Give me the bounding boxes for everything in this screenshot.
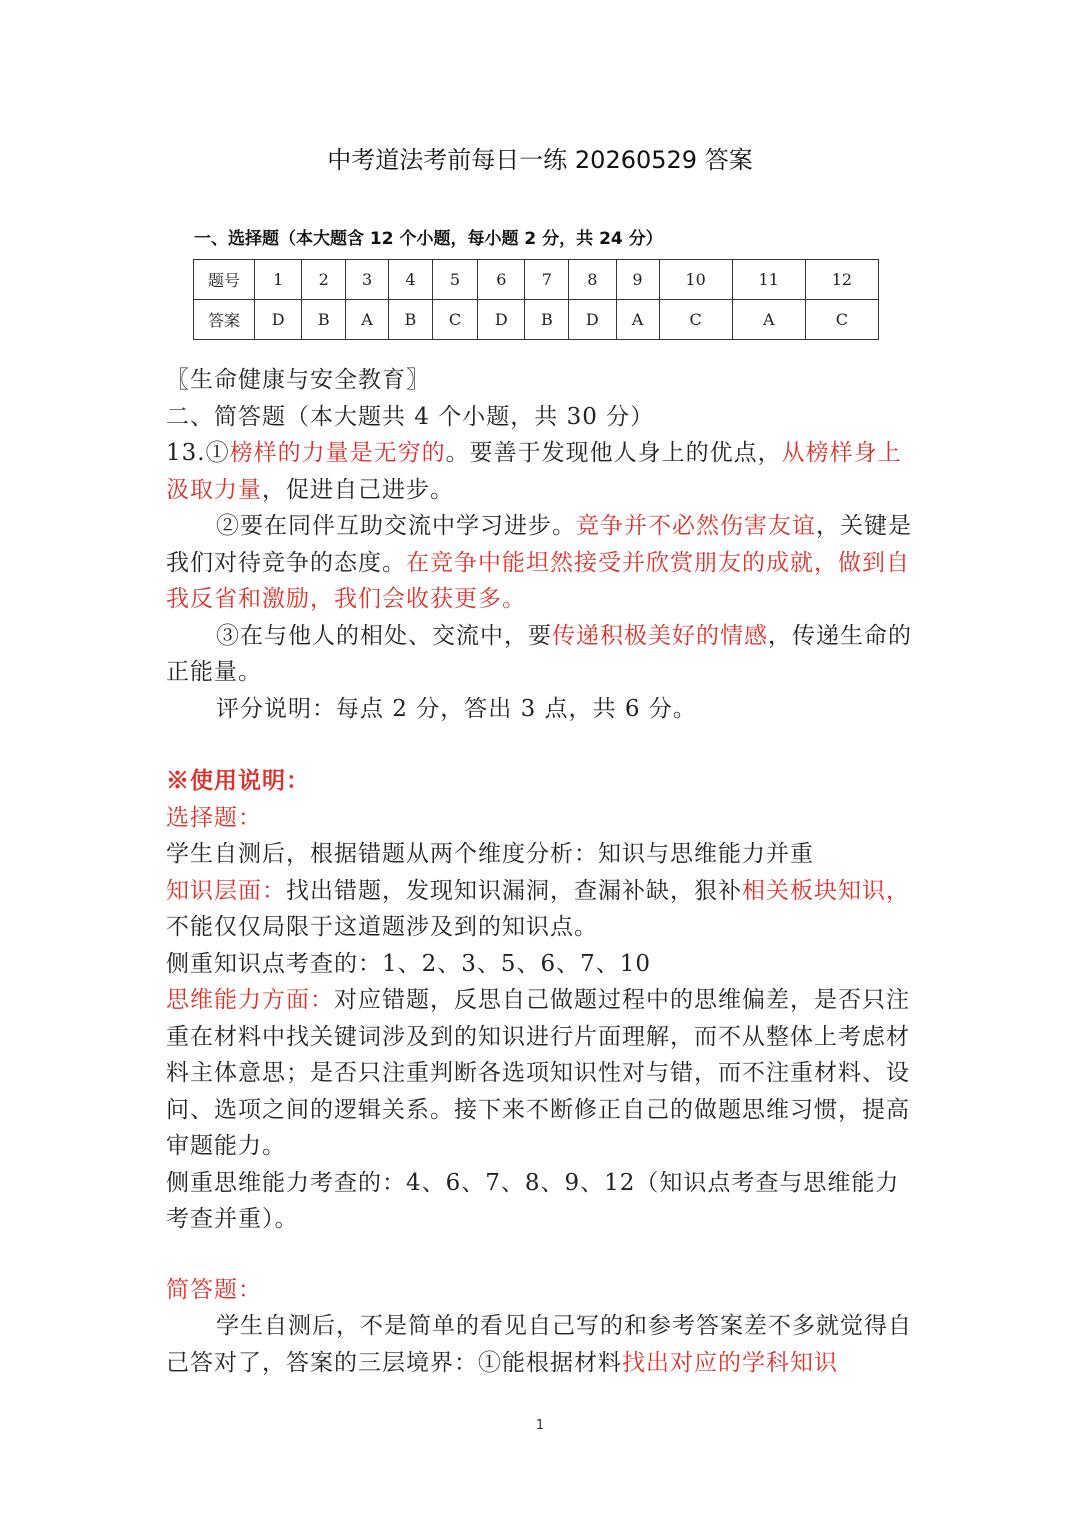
table-cell: D <box>255 300 302 340</box>
scoring-note: 评分说明：每点 2 分，答出 3 点，共 6 分。 <box>216 695 697 722</box>
topic-heading: 〖生命健康与安全教育〗 <box>166 367 430 393</box>
table-cell: C <box>432 300 477 340</box>
choice-subheading: 选择题： <box>166 804 262 831</box>
table-cell: B <box>302 300 346 340</box>
key-phrase: 传递积极美好的情感 <box>552 622 768 649</box>
key-phrase: 找出对应的学科知识 <box>622 1349 838 1376</box>
answer-text: ，促进自己进步。 <box>262 476 454 503</box>
key-phrase: 相关板块知识， <box>742 877 910 904</box>
table-cell: 9 <box>616 260 659 300</box>
key-phrase: 在竞争中能坦然接受并欣赏朋友的成就，做到自我反省和激励，我们会收获更多。 <box>166 549 910 612</box>
table-cell: 6 <box>478 260 525 300</box>
table-cell: 7 <box>525 260 569 300</box>
table-cell: 10 <box>659 260 732 300</box>
table-cell: A <box>732 300 805 340</box>
section-choice-title: 一、选择题（本大题含 12 个小题，每小题 2 分，共 24 分） <box>194 229 663 249</box>
thinking-text: 对应错题，反思自己做题过程中的思维偏差，是否只注重在材料中找关键词涉及到的知识进行片面理解，而不从整体上考虑材料主体意思；是否只注重判断各选项知识性对与错，而不注重材料、设问、选项之间的逻辑关系。接下来不断修正自己的做题思维习惯，提高审题能力。 <box>166 987 910 1159</box>
knowledge-text: 不能仅仅局限于这道题涉及到的知识点。 <box>166 914 598 940</box>
table-row-label: 题号 <box>194 260 255 300</box>
answer-text: ③在与他人的相处、交流中，要 <box>216 622 552 649</box>
table-cell: 1 <box>255 260 302 300</box>
table-cell: B <box>525 300 569 340</box>
answer-point-2 <box>166 508 918 618</box>
answer-table <box>193 259 879 340</box>
page-number: 1 <box>535 1418 545 1433</box>
key-phrase: 竞争并不必然伤害友谊 <box>576 513 816 539</box>
knowledge-text: 找出错题，发现知识漏洞，查漏补缺，狠补 <box>286 877 742 904</box>
short-answer-subheading: 简答题： <box>166 1276 262 1303</box>
key-phrase: 榜样的力量是无穷的 <box>229 440 446 466</box>
usage-heading: ※使用说明： <box>166 767 310 794</box>
thinking-paragraph <box>166 982 918 1165</box>
short-answer-paragraph <box>166 1308 918 1381</box>
short-answer-text: 学生自测后，不是简单的看见自己写的和参考答案差不多就觉得自己答对了，答案的三层境界：①能根据材料 <box>166 1313 912 1376</box>
section-short-answer-title: 二、简答题（本大题共 4 个小题，共 30 分） <box>166 403 655 430</box>
knowledge-label: 知识层面： <box>166 877 286 904</box>
table-cell: A <box>616 300 659 340</box>
table-row-numbers <box>194 260 879 300</box>
answer-text: ②要在同伴互助交流中学习进步。 <box>216 513 576 539</box>
answer-point-1 <box>166 435 918 508</box>
table-cell: 2 <box>302 260 346 300</box>
table-cell: C <box>659 300 732 340</box>
table-cell: 4 <box>389 260 433 300</box>
table-cell: D <box>569 300 616 340</box>
table-cell: B <box>389 300 433 340</box>
thinking-focus: 侧重思维能力考查的：4、6、7、8、9、12（知识点考查与思维能力考查并重）。 <box>166 1169 900 1232</box>
answer-text: 13.① <box>166 440 230 466</box>
table-cell: 8 <box>569 260 616 300</box>
table-cell: C <box>805 300 878 340</box>
page-title: 中考道法考前每日一练 20260529 答案 <box>327 146 753 174</box>
table-cell: 12 <box>805 260 878 300</box>
answer-text: 。要善于发现他人身上的优点， <box>445 440 782 466</box>
table-cell: A <box>346 300 389 340</box>
table-cell: 5 <box>432 260 477 300</box>
table-cell: 11 <box>732 260 805 300</box>
answer-point-3 <box>166 618 918 691</box>
knowledge-paragraph <box>166 873 918 946</box>
table-cell: 3 <box>346 260 389 300</box>
table-cell: D <box>478 300 525 340</box>
table-row-label: 答案 <box>194 300 255 340</box>
choice-intro: 学生自测后，根据错题从两个维度分析：知识与思维能力并重 <box>166 841 814 867</box>
document-body <box>166 362 918 1381</box>
key-phrase: 从榜样身上汲取力量 <box>166 440 902 503</box>
thinking-label: 思维能力方面： <box>166 987 334 1013</box>
knowledge-focus: 侧重知识点考查的：1、2、3、5、6、7、10 <box>166 950 652 977</box>
table-row-answers <box>194 300 879 340</box>
answer-text: ，关键是我们对待竞争的态度。 <box>166 513 912 576</box>
answer-text: ，传递生命的正能量。 <box>166 622 912 685</box>
